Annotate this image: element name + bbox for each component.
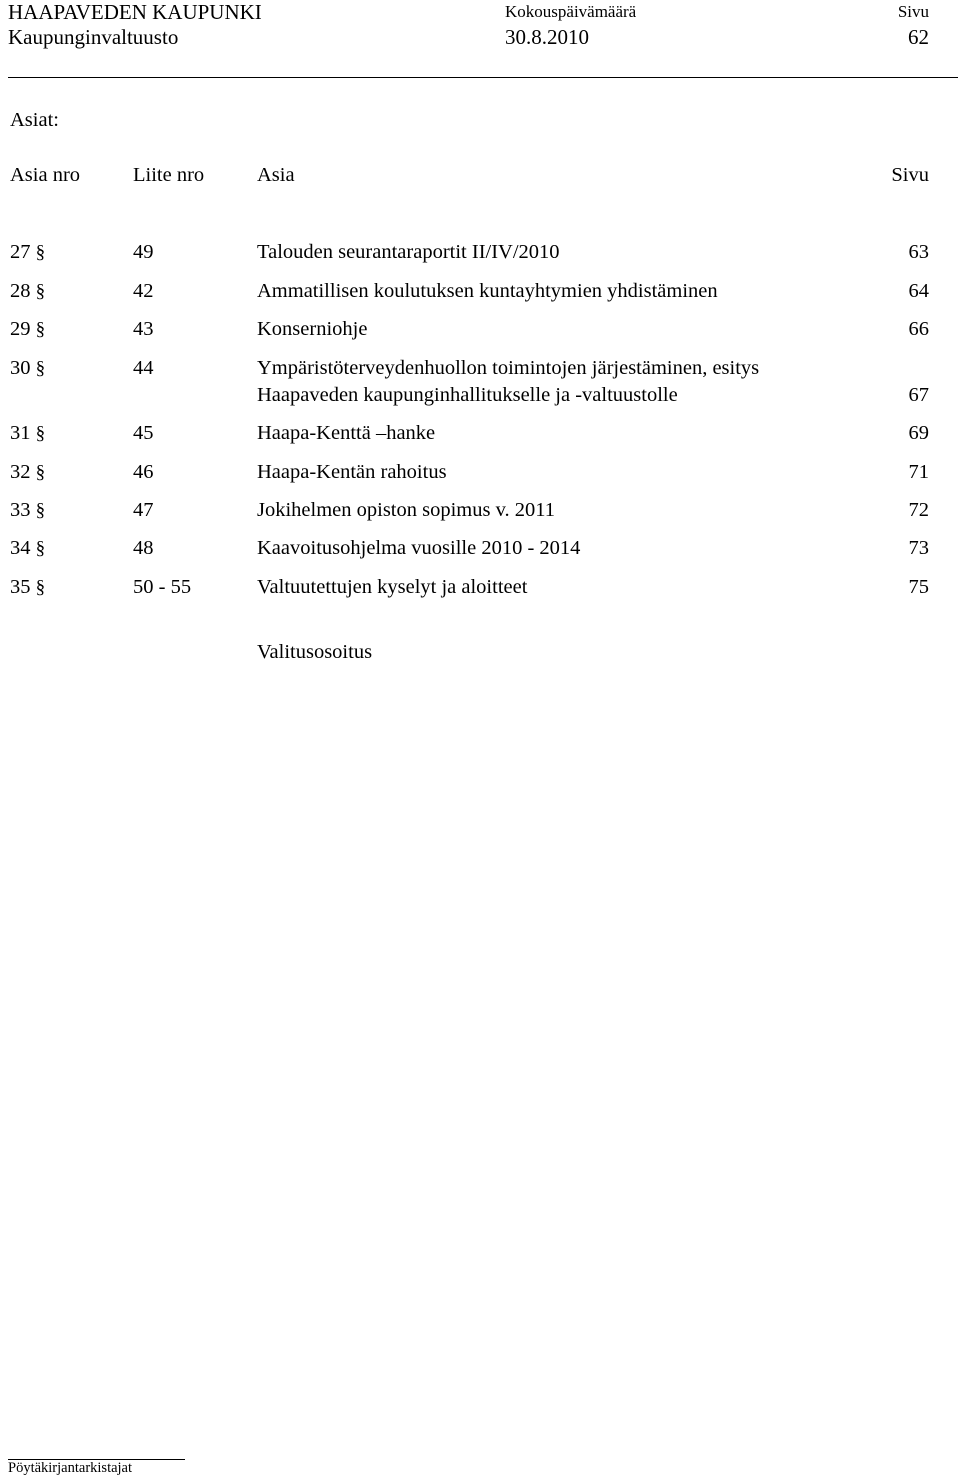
asia-page: 71 xyxy=(908,461,929,483)
liite-nro: 44 xyxy=(133,357,154,379)
asia-page: 66 xyxy=(908,318,929,340)
valitusosoitus: Valitusosoitus xyxy=(257,641,373,663)
header-rule xyxy=(8,77,958,78)
date-label: Kokouspäivämäärä xyxy=(505,2,637,21)
section-icon: § xyxy=(35,358,46,379)
asia-page: 73 xyxy=(908,537,929,559)
asia-page: 67 xyxy=(908,384,929,406)
asia-nro: 33 § xyxy=(10,499,46,521)
asia-nro: 31 § xyxy=(10,422,46,444)
asia-title: Kaavoitusohjelma vuosille 2010 - 2014 xyxy=(257,537,581,559)
asia-nro: 30 § xyxy=(10,357,46,379)
column-header-asia-nro: Asia nro xyxy=(10,164,81,186)
asia-title: Haapa-Kenttä –hanke xyxy=(257,422,436,444)
section-icon: § xyxy=(35,242,46,263)
footer-label: Pöytäkirjantarkistajat xyxy=(8,1460,133,1476)
asia-title: Haapa-Kentän rahoitus xyxy=(257,461,447,483)
section-icon: § xyxy=(35,462,46,483)
column-header-sivu: Sivu xyxy=(891,164,929,186)
organization-name: HAAPAVEDEN KAUPUNKI xyxy=(8,0,262,24)
asia-page: 72 xyxy=(908,499,929,521)
page-label: Sivu xyxy=(897,2,929,21)
liite-nro: 43 xyxy=(133,318,154,340)
asia-page: 69 xyxy=(908,422,929,444)
page-number: 62 xyxy=(908,25,929,49)
asia-title: Jokihelmen opiston sopimus v. 2011 xyxy=(257,499,556,521)
asia-nro: 32 § xyxy=(10,461,46,483)
asiat-heading: Asiat: xyxy=(10,109,59,131)
section-icon: § xyxy=(35,319,46,340)
meeting-body: Kaupunginvaltuusto xyxy=(8,25,179,49)
asia-page: 75 xyxy=(908,576,929,598)
asia-nro: 34 § xyxy=(10,537,46,559)
liite-nro: 47 xyxy=(133,499,154,521)
asia-nro: 28 § xyxy=(10,280,46,302)
asia-title-continued: Haapaveden kaupunginhallitukselle ja -valtuustolle xyxy=(257,384,678,406)
asia-page: 63 xyxy=(908,241,929,263)
asia-nro: 29 § xyxy=(10,318,46,340)
asia-nro: 27 § xyxy=(10,241,46,263)
asia-page: 64 xyxy=(908,280,929,302)
liite-nro: 48 xyxy=(133,537,154,559)
asia-title: Talouden seurantaraportit II/IV/2010 xyxy=(257,241,560,263)
column-header-liite-nro: Liite nro xyxy=(133,164,205,186)
column-header-asia: Asia xyxy=(257,164,295,186)
section-icon: § xyxy=(35,281,46,302)
section-icon: § xyxy=(35,423,46,444)
section-icon: § xyxy=(35,538,46,559)
meeting-date: 30.8.2010 xyxy=(505,25,589,49)
asia-title: Ympäristöterveydenhuollon toimintojen järjestäminen, esitys xyxy=(257,357,760,379)
asia-nro: 35 § xyxy=(10,576,46,598)
asia-title: Valtuutettujen kyselyt ja aloitteet xyxy=(257,576,528,598)
section-icon: § xyxy=(35,500,46,521)
liite-nro: 46 xyxy=(133,461,154,483)
section-icon: § xyxy=(35,577,46,598)
liite-nro: 50 - 55 xyxy=(133,576,192,598)
asia-title: Ammatillisen koulutuksen kuntayhtymien yhdistäminen xyxy=(257,280,718,302)
liite-nro: 45 xyxy=(133,422,154,444)
liite-nro: 49 xyxy=(133,241,154,263)
asia-title: Konserniohje xyxy=(257,318,368,340)
liite-nro: 42 xyxy=(133,280,154,302)
